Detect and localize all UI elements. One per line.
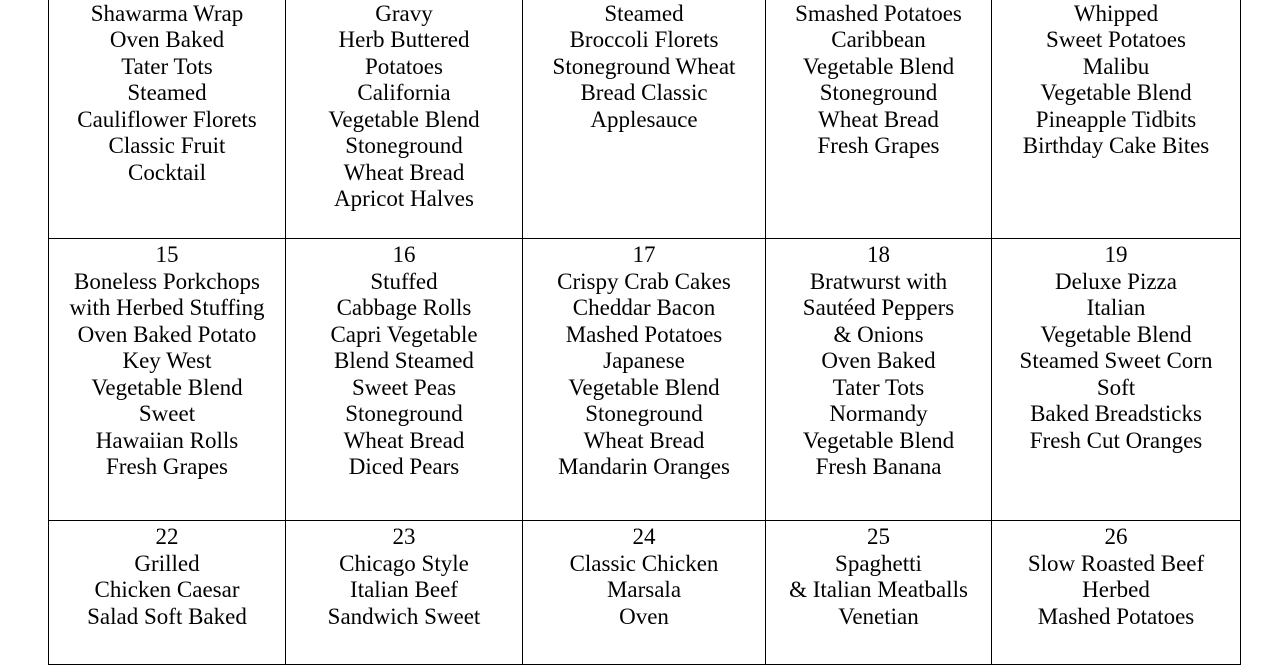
day-date: 16 — [392, 242, 416, 267]
week-row-1 — [49, 0, 1241, 239]
menu-item: California — [357, 80, 451, 105]
day-cell — [523, 0, 766, 239]
menu-item: Fresh Cut Oranges — [1029, 427, 1203, 453]
menu-item: Broccoli Florets — [569, 27, 719, 52]
day-cell — [992, 0, 1241, 239]
menu-item: Sweet — [138, 401, 196, 426]
menu-item: Vegetable Blend — [1040, 80, 1192, 105]
menu-item: Fresh Grapes — [817, 133, 940, 158]
day-date: 15 — [155, 242, 179, 267]
menu-item: Stoneground Wheat — [552, 53, 736, 79]
menu-item: Venetian — [838, 603, 919, 629]
day-cell — [523, 521, 766, 665]
menu-item: Stoneground — [585, 401, 703, 426]
menu-item: with Herbed Stuffing — [69, 295, 265, 320]
menu-item: Sweet Potatoes — [1046, 27, 1186, 52]
menu-item: Classic Chicken — [569, 550, 719, 576]
menu-item: Salad Soft Baked — [87, 603, 247, 629]
menu-item: Stoneground — [819, 80, 938, 105]
menu-item: Shawarma Wrap — [90, 0, 244, 26]
menu-item: Diced Pears — [348, 454, 460, 479]
menu-item: Oven Baked — [109, 27, 225, 52]
menu-item: Pineapple Tidbits — [1035, 106, 1197, 132]
menu-item: Soft — [1096, 374, 1136, 400]
menu-item: Caribbean — [831, 27, 926, 52]
menu-item: Malibu — [1082, 53, 1150, 79]
menu-item: Wheat Bread — [343, 427, 465, 453]
menu-item: Whipped — [1073, 0, 1159, 26]
menu-item: Vegetable Blend — [802, 53, 955, 79]
menu-item: Wheat Bread — [343, 159, 465, 185]
menu-item: Oven Baked — [821, 348, 936, 373]
menu-item: Grilled — [134, 550, 200, 576]
lunch-menu-calendar — [48, 0, 1241, 665]
menu-item: Cocktail — [128, 159, 206, 185]
menu-item: Fresh Grapes — [106, 454, 228, 479]
day-date: 23 — [392, 524, 416, 549]
menu-item: Normandy — [829, 401, 928, 426]
menu-item: Classic Fruit — [108, 133, 226, 158]
menu-item: Italian Beef — [350, 577, 458, 602]
menu-item: Gravy — [375, 0, 433, 26]
menu-item: Potatoes — [365, 53, 443, 79]
menu-item: Blend Steamed — [334, 348, 474, 373]
menu-item: Tater Tots — [121, 53, 213, 79]
day-date: 25 — [867, 524, 890, 549]
menu-item: Bratwurst with — [809, 268, 948, 294]
menu-item: Sautéed Peppers — [802, 295, 955, 320]
menu-item: Stoneground — [345, 133, 463, 158]
menu-item: Vegetable Blend — [802, 427, 955, 453]
menu-item: Vegetable Blend — [91, 374, 243, 400]
menu-item: Mashed Potatoes — [565, 321, 723, 347]
menu-item: Vegetable Blend — [568, 374, 720, 400]
menu-item: Chicago Style — [339, 550, 469, 576]
menu-item: Spaghetti — [835, 550, 922, 576]
day-cell — [766, 521, 992, 665]
menu-item: Steamed — [127, 80, 207, 105]
menu-item: Chicken Caesar — [94, 577, 240, 602]
menu-item: Stuffed — [370, 268, 438, 294]
week-row-3 — [49, 521, 1241, 665]
day-date: 24 — [632, 524, 656, 549]
menu-item: Tater Tots — [832, 374, 925, 400]
menu-item: Wheat Bread — [583, 427, 705, 453]
menu-item: Smashed Potatoes — [795, 0, 962, 26]
day-cell — [286, 0, 523, 239]
menu-item: Hawaiian Rolls — [95, 427, 239, 453]
day-cell — [992, 521, 1241, 665]
menu-item: Vegetable Blend — [1040, 321, 1192, 347]
menu-item: Baked Breadsticks — [1030, 401, 1202, 426]
menu-item: & Italian Meatballs — [789, 577, 968, 602]
menu-item: Mandarin Oranges — [558, 454, 730, 479]
day-cell — [286, 239, 523, 521]
menu-item: Key West — [122, 348, 212, 373]
day-cell — [49, 521, 286, 665]
menu-item: Steamed — [604, 0, 684, 26]
menu-item: Herbed — [1082, 577, 1150, 602]
menu-item: Stoneground — [345, 401, 463, 426]
menu-item: Apricot Halves — [334, 186, 474, 211]
menu-item: Japanese — [603, 348, 685, 373]
day-cell — [766, 0, 992, 239]
menu-item: Sandwich Sweet — [327, 603, 481, 629]
menu-item: Birthday Cake Bites — [1022, 133, 1210, 158]
menu-item: Capri Vegetable — [330, 321, 478, 347]
day-date: 26 — [1104, 524, 1128, 549]
menu-item: Deluxe Pizza — [1055, 268, 1177, 294]
menu-item: Fresh Banana — [815, 454, 942, 479]
menu-item: Oven Baked Potato — [77, 321, 257, 347]
menu-item: & Onions — [833, 321, 924, 347]
day-cell — [49, 239, 286, 521]
day-cell — [286, 521, 523, 665]
week-row-2 — [49, 239, 1241, 521]
menu-item: Slow Roasted Beef — [1027, 550, 1205, 576]
day-date: 19 — [1104, 242, 1128, 267]
day-cell — [766, 239, 992, 521]
day-cell — [992, 239, 1241, 521]
menu-item: Steamed Sweet Corn — [1019, 348, 1213, 373]
day-cell — [49, 0, 286, 239]
day-date: 18 — [867, 242, 890, 267]
menu-item: Bread Classic — [580, 80, 708, 105]
menu-item: Sweet Peas — [351, 374, 457, 400]
menu-item: Crispy Crab Cakes — [557, 268, 731, 294]
menu-item: Cheddar Bacon — [572, 295, 716, 320]
menu-item: Marsala — [606, 577, 682, 602]
day-date: 22 — [155, 524, 179, 549]
menu-item: Cabbage Rolls — [336, 295, 472, 320]
menu-item: Boneless Porkchops — [74, 268, 260, 294]
menu-item: Herb Buttered — [338, 27, 470, 52]
day-cell — [523, 239, 766, 521]
menu-item: Italian — [1086, 295, 1146, 320]
menu-item: Oven — [619, 603, 669, 629]
menu-item: Mashed Potatoes — [1037, 603, 1195, 629]
menu-item: Wheat Bread — [818, 106, 939, 132]
menu-item: Cauliflower Florets — [77, 106, 257, 132]
day-date: 17 — [632, 242, 656, 267]
menu-item: Applesauce — [590, 106, 698, 132]
menu-item: Vegetable Blend — [328, 106, 480, 132]
